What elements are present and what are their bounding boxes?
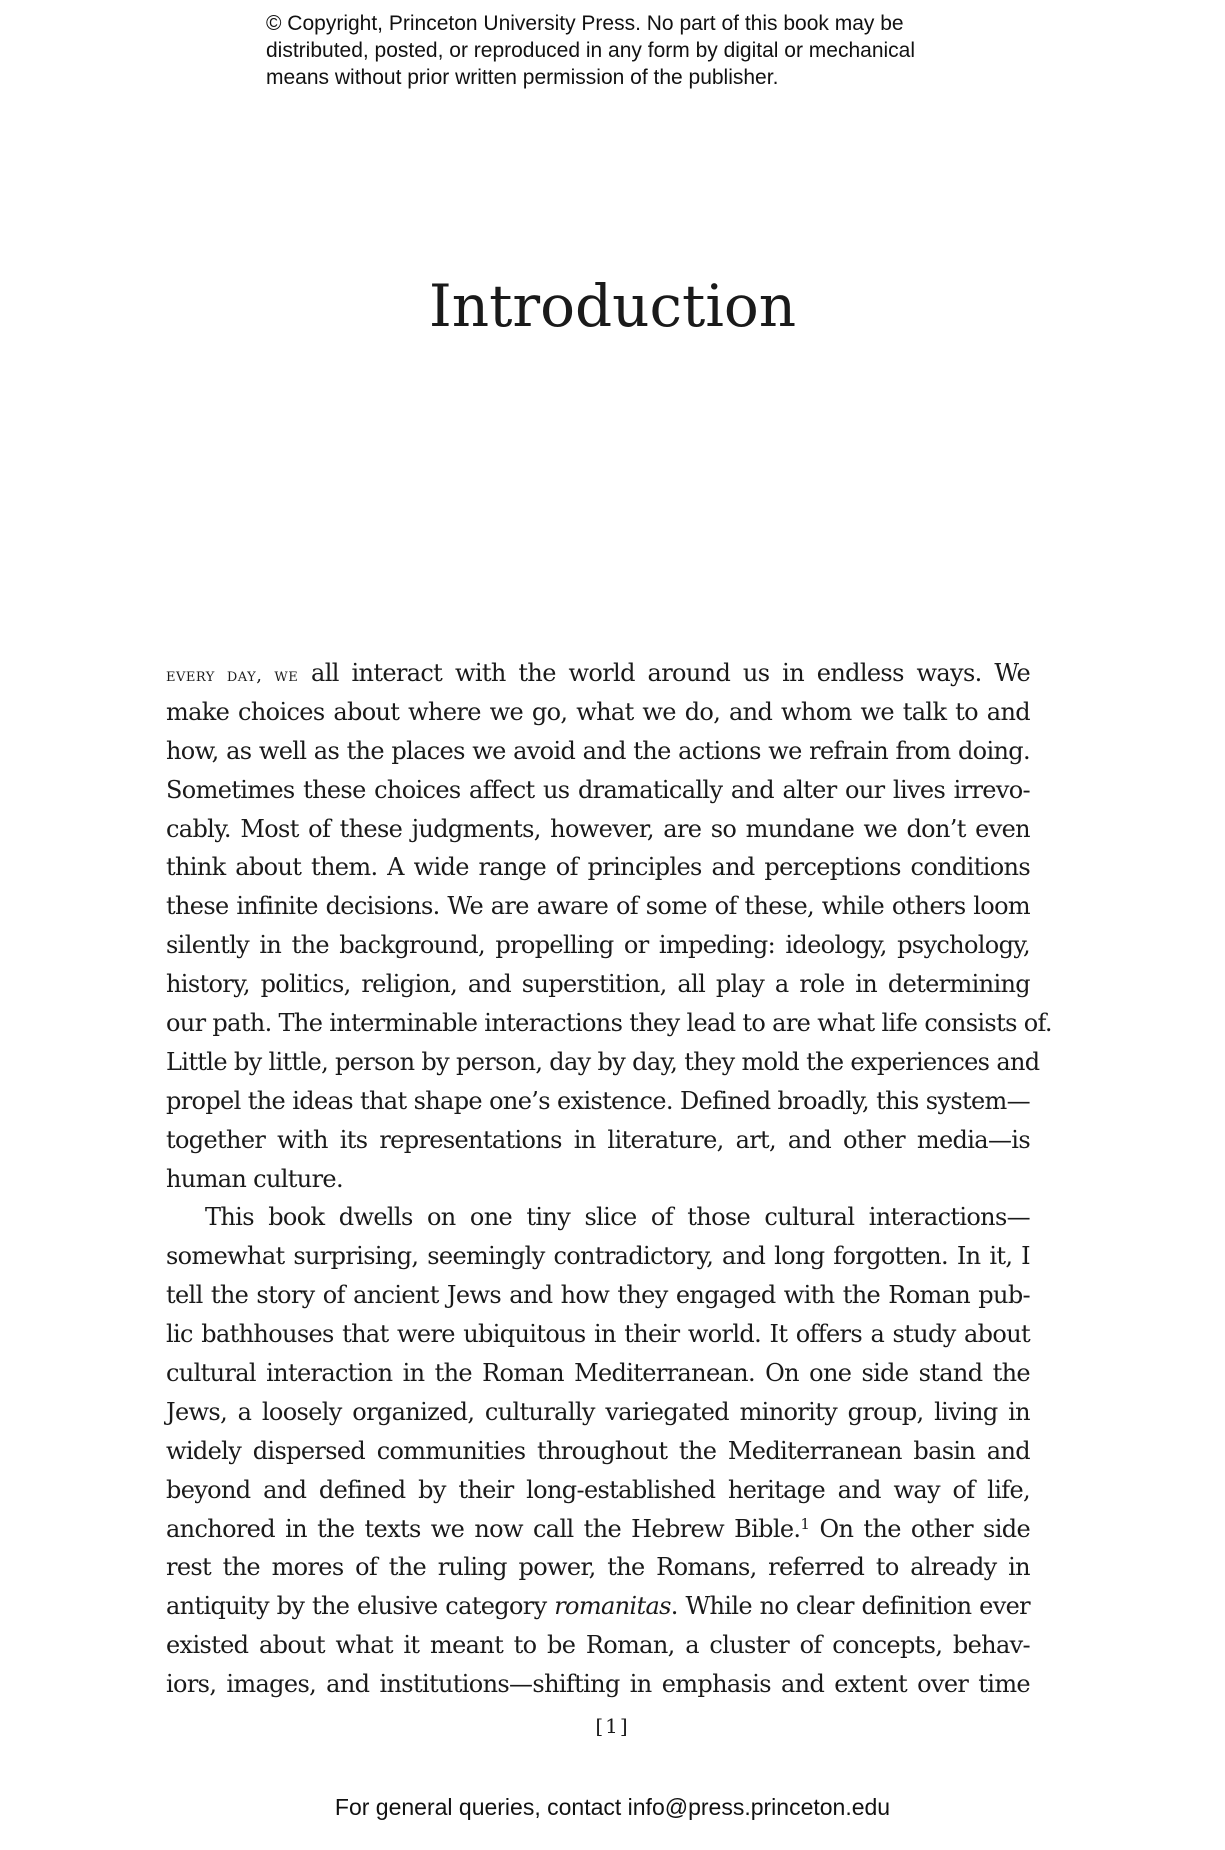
body-text [166,654,1052,1704]
text-line [166,1510,1030,1549]
text-line: Little by little, person by person, day by day, they mold the experiences and [166,1047,1040,1076]
text-fragment: all interact with the world around us in endless ways. We [298,659,1030,687]
copyright-line: means without prior written permission of the publisher. [266,66,779,89]
text-line: history, politics, religion, and superstition, all play a role in determining [166,970,1030,999]
text-line: beyond and defined by their long-established heritage and way of life, [166,1475,1030,1504]
footer-contact: For general queries, contact info@press.princeton.edu [334,1794,891,1820]
copyright-line: © Copyright, Princeton University Press. No part of this book may be [266,12,904,35]
opening-small-caps: every day, we [166,665,299,686]
text-fragment: antiquity by the elusive category [166,1592,555,1621]
text-line: tell the story of ancient Jews and how they engaged with the Roman pub- [166,1281,1030,1310]
text-line: propel the ideas that shape one’s existence. Defined broadly, this system— [166,1086,1030,1115]
text-line: cultural interaction in the Roman Mediterranean. On one side stand the [166,1359,1030,1388]
copyright-notice [266,10,1026,91]
text-line: lic bathhouses that were ubiquitous in their world. It offers a study about [166,1320,1030,1349]
copyright-line: distributed, posted, or reproduced in any form by digital or mechanical [266,39,916,62]
text-line: our path. The interminable interactions they lead to are what life consists of. [166,1009,1052,1038]
text-line: widely dispersed communities throughout the Mediterranean basin and [166,1436,1030,1465]
text-line: cably. Most of these judgments, however, are so mundane we don’t even [166,814,1030,843]
text-fragment: On the other side [809,1514,1030,1543]
text-line: This book dwells on one tiny slice of those cultural interactions— [205,1203,1030,1232]
text-line: these infinite decisions. We are aware of some of these, while others loom [166,892,1030,921]
text-line [166,654,1030,693]
chapter-title: Introduction [428,271,797,340]
text-line: think about them. A wide range of principles and perceptions conditions [166,853,1030,882]
text-line: rest the mores of the ruling power, the Romans, referred to already in [166,1553,1030,1582]
text-fragment: anchored in the texts we now call the Hebrew Bible. [166,1514,801,1543]
text-line [166,1587,1030,1626]
page-number: [1] [595,1714,630,1738]
text-line: somewhat surprising, seemingly contradictory, and long forgotten. In it, I [166,1242,1030,1271]
text-line: existed about what it meant to be Roman, a cluster of concepts, behav- [166,1631,1030,1660]
text-line: together with its representations in literature, art, and other media—is [166,1125,1030,1154]
text-fragment: . While no clear definition ever [670,1592,1030,1621]
footnote-marker[interactable]: 1 [800,1514,810,1533]
text-line: silently in the background, propelling or impeding: ideology, psychology, [166,931,1030,960]
text-line: Jews, a loosely organized, culturally variegated minority group, living in [166,1397,1030,1426]
italic-term: romanitas [554,1592,671,1621]
text-line: human culture. [166,1164,343,1193]
text-line: Sometimes these choices affect us dramatically and alter our lives irrevo- [166,775,1030,804]
text-line: iors, images, and institutions—shifting in emphasis and extent over time [166,1670,1030,1699]
text-line: make choices about where we go, what we do, and whom we talk to and [166,697,1030,726]
text-line: how, as well as the places we avoid and the actions we refrain from doing. [166,736,1030,765]
